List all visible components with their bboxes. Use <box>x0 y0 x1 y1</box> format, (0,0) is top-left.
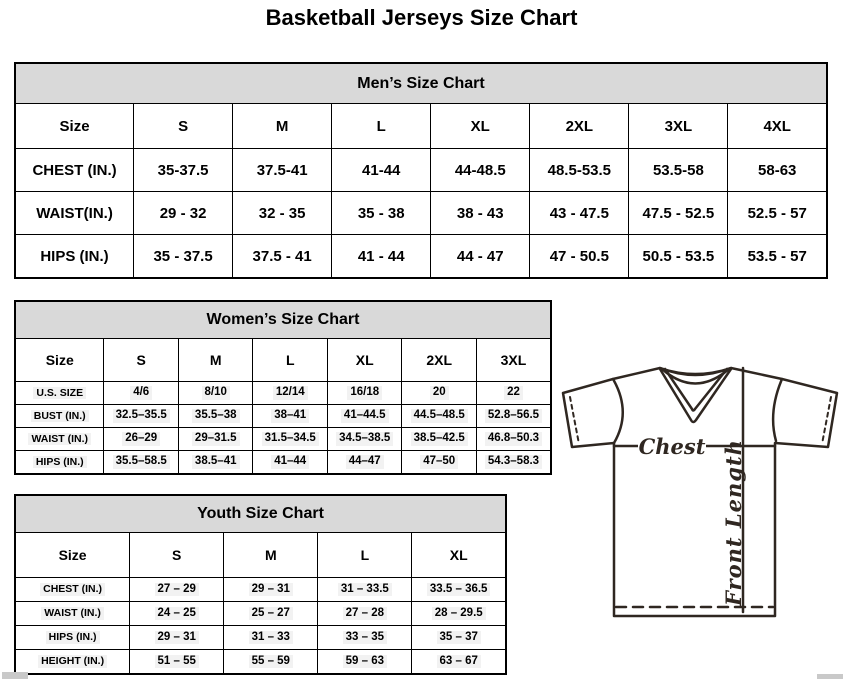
youth-size-table <box>14 494 507 675</box>
value-text: 35 – 37 <box>437 631 481 645</box>
value-cell: 41-44 <box>332 149 431 192</box>
row-label <box>15 602 130 626</box>
value-text: 32.5–35.5 <box>113 409 170 423</box>
value-cell <box>476 428 551 451</box>
value-cell <box>178 428 253 451</box>
value-text: 35.5–58.5 <box>113 455 170 469</box>
mens-size-header-row <box>15 104 827 149</box>
value-cell <box>402 405 477 428</box>
value-cell <box>476 405 551 428</box>
womens-size-header-row <box>15 339 551 382</box>
womens-hips-row <box>15 451 551 475</box>
womens-col-m: M <box>178 339 253 382</box>
womens-bust-row <box>15 405 551 428</box>
mens-size-header: Size <box>15 104 134 149</box>
mens-col-4xl: 4XL <box>728 104 827 149</box>
value-cell: 35 - 38 <box>332 192 431 235</box>
value-cell: 47 - 50.5 <box>530 235 629 279</box>
value-text: 27 – 28 <box>343 607 387 621</box>
value-cell <box>178 382 253 405</box>
value-cell <box>318 650 412 675</box>
value-cell: 58-63 <box>728 149 827 192</box>
value-text: 46.8–50.3 <box>485 432 542 446</box>
jersey-diagram-svg <box>560 360 842 624</box>
youth-col-xl: XL <box>412 533 506 578</box>
value-text: 25 – 27 <box>249 607 293 621</box>
row-label <box>15 382 104 405</box>
value-cell <box>104 405 179 428</box>
mens-col-m: M <box>233 104 332 149</box>
value-cell <box>253 382 328 405</box>
row-label-text: CHEST (IN.) <box>40 583 105 596</box>
youth-waist-row <box>15 602 506 626</box>
value-text: 31.5–34.5 <box>262 432 319 446</box>
womens-waist-row <box>15 428 551 451</box>
row-label: CHEST (IN.) <box>15 149 134 192</box>
cutoff-element-bottom-left <box>2 672 28 679</box>
value-cell <box>253 428 328 451</box>
value-cell: 37.5-41 <box>233 149 332 192</box>
value-cell: 53.5 - 57 <box>728 235 827 279</box>
jersey-measurement-diagram <box>560 360 842 624</box>
row-label <box>15 405 104 428</box>
womens-col-s: S <box>104 339 179 382</box>
mens-col-l: L <box>332 104 431 149</box>
value-text: 52.8–56.5 <box>485 409 542 423</box>
womens-ussize-row <box>15 382 551 405</box>
youth-col-m: M <box>224 533 318 578</box>
value-cell <box>476 382 551 405</box>
row-label-text: HIPS (IN.) <box>46 631 100 644</box>
value-cell <box>412 602 506 626</box>
value-cell <box>224 602 318 626</box>
value-text: 22 <box>504 386 523 400</box>
value-cell: 48.5-53.5 <box>530 149 629 192</box>
value-cell <box>178 405 253 428</box>
row-label: HIPS (IN.) <box>15 235 134 279</box>
value-text: 54.3–58.3 <box>485 455 542 469</box>
value-cell <box>253 405 328 428</box>
mens-size-table <box>14 62 828 279</box>
youth-col-s: S <box>130 533 224 578</box>
value-text: 29–31.5 <box>192 432 240 446</box>
mens-col-2xl: 2XL <box>530 104 629 149</box>
value-cell <box>130 578 224 602</box>
youth-hips-row <box>15 626 506 650</box>
row-label-text: HEIGHT (IN.) <box>38 655 107 668</box>
value-cell <box>327 405 402 428</box>
value-cell <box>402 382 477 405</box>
womens-col-l: L <box>253 339 328 382</box>
value-cell <box>224 578 318 602</box>
youth-chart-title-row <box>15 495 506 533</box>
value-cell <box>130 626 224 650</box>
value-text: 63 – 67 <box>437 655 481 669</box>
value-text: 38.5–42.5 <box>411 432 468 446</box>
mens-chest-row <box>15 149 827 192</box>
value-cell <box>253 451 328 475</box>
womens-size-table <box>14 300 552 475</box>
youth-col-l: L <box>318 533 412 578</box>
value-text: 47–50 <box>420 455 458 469</box>
womens-col-2xl: 2XL <box>402 339 477 382</box>
value-text: 24 – 25 <box>155 607 199 621</box>
youth-size-header-row <box>15 533 506 578</box>
value-text: 29 – 31 <box>155 631 199 645</box>
value-cell <box>318 602 412 626</box>
value-cell <box>178 451 253 475</box>
value-text: 59 – 63 <box>343 655 387 669</box>
value-cell: 32 - 35 <box>233 192 332 235</box>
value-cell <box>327 428 402 451</box>
jersey-outline <box>563 368 837 616</box>
value-text: 20 <box>430 386 449 400</box>
mens-col-3xl: 3XL <box>629 104 728 149</box>
value-cell <box>402 451 477 475</box>
womens-size-header: Size <box>15 339 104 382</box>
value-cell: 41 - 44 <box>332 235 431 279</box>
value-cell: 44 - 47 <box>431 235 530 279</box>
value-cell <box>327 382 402 405</box>
chest-label: Chest <box>638 434 706 459</box>
row-label-text: BUST (IN.) <box>31 410 89 423</box>
row-label <box>15 428 104 451</box>
value-text: 33.5 – 36.5 <box>427 583 491 597</box>
value-text: 55 – 59 <box>249 655 293 669</box>
value-cell: 53.5-58 <box>629 149 728 192</box>
value-cell: 43 - 47.5 <box>530 192 629 235</box>
value-cell <box>130 602 224 626</box>
value-cell: 50.5 - 53.5 <box>629 235 728 279</box>
value-cell <box>412 626 506 650</box>
value-cell <box>224 650 318 675</box>
value-text: 26–29 <box>122 432 160 446</box>
row-label <box>15 626 130 650</box>
youth-chart-title: Youth Size Chart <box>15 495 506 533</box>
value-text: 28 – 29.5 <box>432 607 486 621</box>
value-text: 29 – 31 <box>249 583 293 597</box>
value-cell <box>318 578 412 602</box>
row-label-text: WAIST (IN.) <box>41 607 104 620</box>
womens-col-3xl: 3XL <box>476 339 551 382</box>
value-cell: 29 - 32 <box>134 192 233 235</box>
value-text: 27 – 29 <box>155 583 199 597</box>
front-length-label: Front Length <box>721 439 746 606</box>
mens-col-s: S <box>134 104 233 149</box>
value-cell <box>224 626 318 650</box>
value-text: 44.5–48.5 <box>411 409 468 423</box>
value-cell: 35 - 37.5 <box>134 235 233 279</box>
value-text: 38.5–41 <box>192 455 240 469</box>
womens-col-xl: XL <box>327 339 402 382</box>
womens-chart-title-row <box>15 301 551 339</box>
cutoff-element-bottom-right <box>817 674 843 679</box>
row-label <box>15 578 130 602</box>
mens-hips-row <box>15 235 827 279</box>
value-text: 16/18 <box>347 386 382 400</box>
row-label-text: U.S. SIZE <box>33 387 86 400</box>
value-cell: 47.5 - 52.5 <box>629 192 728 235</box>
value-text: 41–44 <box>271 455 309 469</box>
value-text: 33 – 35 <box>343 631 387 645</box>
mens-waist-row <box>15 192 827 235</box>
value-cell <box>476 451 551 475</box>
value-cell: 44-48.5 <box>431 149 530 192</box>
value-text: 38–41 <box>271 409 309 423</box>
value-cell <box>412 650 506 675</box>
mens-chart-title: Men’s Size Chart <box>15 63 827 104</box>
value-text: 8/10 <box>202 386 230 400</box>
value-text: 31 – 33 <box>249 631 293 645</box>
row-label-text: HIPS (IN.) <box>33 456 87 469</box>
youth-chest-row <box>15 578 506 602</box>
value-text: 41–44.5 <box>341 409 389 423</box>
value-cell: 52.5 - 57 <box>728 192 827 235</box>
value-text: 35.5–38 <box>192 409 240 423</box>
womens-chart-title: Women’s Size Chart <box>15 301 551 339</box>
row-label-text: WAIST (IN.) <box>28 433 91 446</box>
value-text: 34.5–38.5 <box>336 432 393 446</box>
value-text: 31 – 33.5 <box>338 583 392 597</box>
value-cell <box>412 578 506 602</box>
mens-chart-title-row <box>15 63 827 104</box>
youth-height-row <box>15 650 506 675</box>
value-text: 4/6 <box>130 386 152 400</box>
row-label: WAIST(IN.) <box>15 192 134 235</box>
value-cell <box>402 428 477 451</box>
row-label <box>15 650 130 675</box>
value-cell <box>327 451 402 475</box>
value-cell: 38 - 43 <box>431 192 530 235</box>
value-text: 44–47 <box>346 455 384 469</box>
value-text: 51 – 55 <box>155 655 199 669</box>
value-cell <box>104 382 179 405</box>
value-text: 12/14 <box>273 386 308 400</box>
mens-col-xl: XL <box>431 104 530 149</box>
value-cell <box>318 626 412 650</box>
page-title: Basketball Jerseys Size Chart <box>265 5 578 30</box>
value-cell: 37.5 - 41 <box>233 235 332 279</box>
youth-size-header: Size <box>15 533 130 578</box>
value-cell <box>104 428 179 451</box>
row-label <box>15 451 104 475</box>
value-cell <box>104 451 179 475</box>
value-cell: 35-37.5 <box>134 149 233 192</box>
value-cell <box>130 650 224 675</box>
